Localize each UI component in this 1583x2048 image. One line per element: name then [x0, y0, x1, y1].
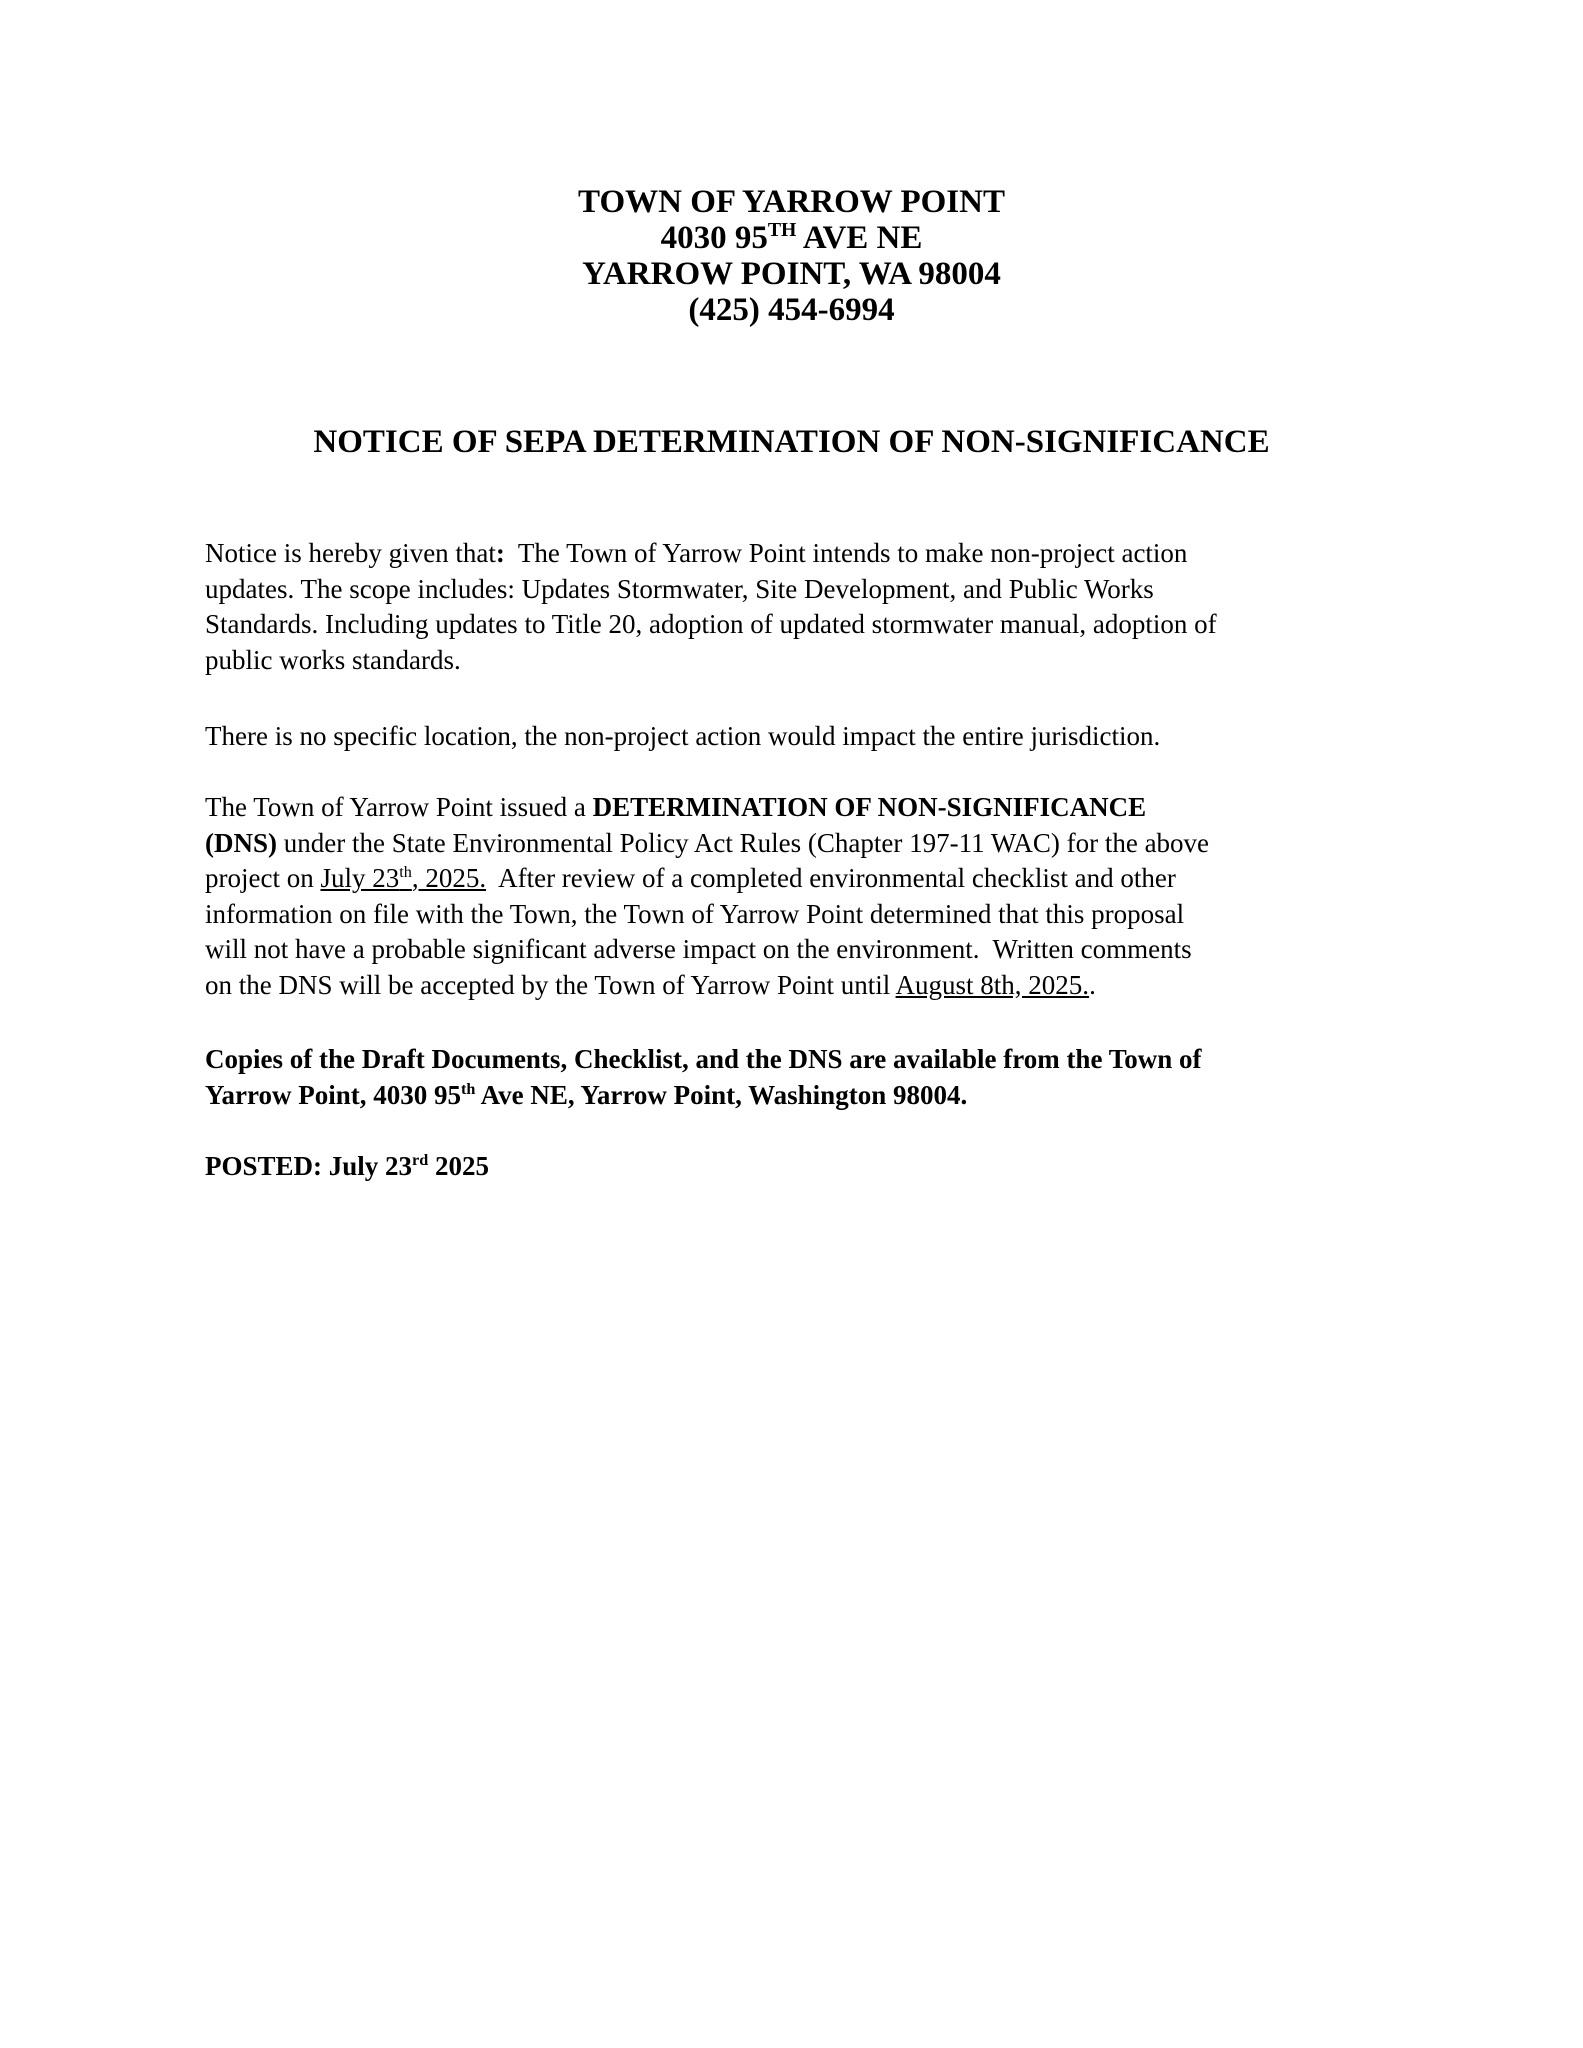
- phone-number: (425) 454-6994: [688, 292, 895, 328]
- city-state-zip: YARROW POINT, WA 98004: [582, 256, 1001, 292]
- town-name: TOWN OF YARROW POINT: [578, 184, 1005, 220]
- issue-date: July 23th, 2025.: [320, 863, 487, 893]
- text-line: public works standards.: [205, 644, 461, 675]
- text-line: updates. The scope includes: Updates Stormwater, Site Development, and Public Works: [205, 573, 1154, 604]
- comment-deadline: August 8th, 2025.: [895, 969, 1090, 1000]
- posted-date: POSTED: July 23rd 2025: [205, 1151, 489, 1181]
- text-line: project on July 23th, 2025. After review of a completed environmental checklist and other: [205, 863, 1176, 893]
- text-line: information on file with the Town, the Town of Yarrow Point determined that this proposal: [205, 898, 1185, 929]
- notice-title: NOTICE OF SEPA DETERMINATION OF NON-SIGNIFICANCE: [313, 424, 1270, 460]
- text-line: Copies of the Draft Documents, Checklist, and the DNS are available from the Town of: [205, 1044, 1202, 1074]
- text-line: Yarrow Point, 4030 95th Ave NE, Yarrow Point, Washington 98004.: [205, 1079, 968, 1110]
- text-line: Standards. Including updates to Title 20, adoption of updated stormwater manual, adoption of: [205, 609, 1217, 639]
- text-line: (DNS) under the State Environmental Policy Act Rules (Chapter 197-11 WAC) for the above: [205, 827, 1210, 858]
- determination-paragraph: [205, 790, 1385, 1003]
- copies-paragraph: [205, 1042, 1385, 1113]
- text-line: will not have a probable significant adverse impact on the environment. Written comments: [205, 934, 1192, 964]
- text-line: The Town of Yarrow Point issued a DETERMINATION OF NON-SIGNIFICANCE: [205, 792, 1147, 822]
- notice-paragraph: [205, 536, 1385, 678]
- text-line: There is no specific location, the non-project action would impact the entire jurisdiction.: [205, 721, 1161, 751]
- text-line: on the DNS will be accepted by the Town of Yarrow Point until August 8th, 2025..: [205, 969, 1096, 1000]
- street-address: 4030 95TH AVE NE: [660, 219, 923, 256]
- text-line: Notice is hereby given that: The Town of Yarrow Point intends to make non-project action: [205, 538, 1188, 568]
- location-paragraph: [205, 719, 1385, 755]
- letterhead: [0, 184, 1583, 328]
